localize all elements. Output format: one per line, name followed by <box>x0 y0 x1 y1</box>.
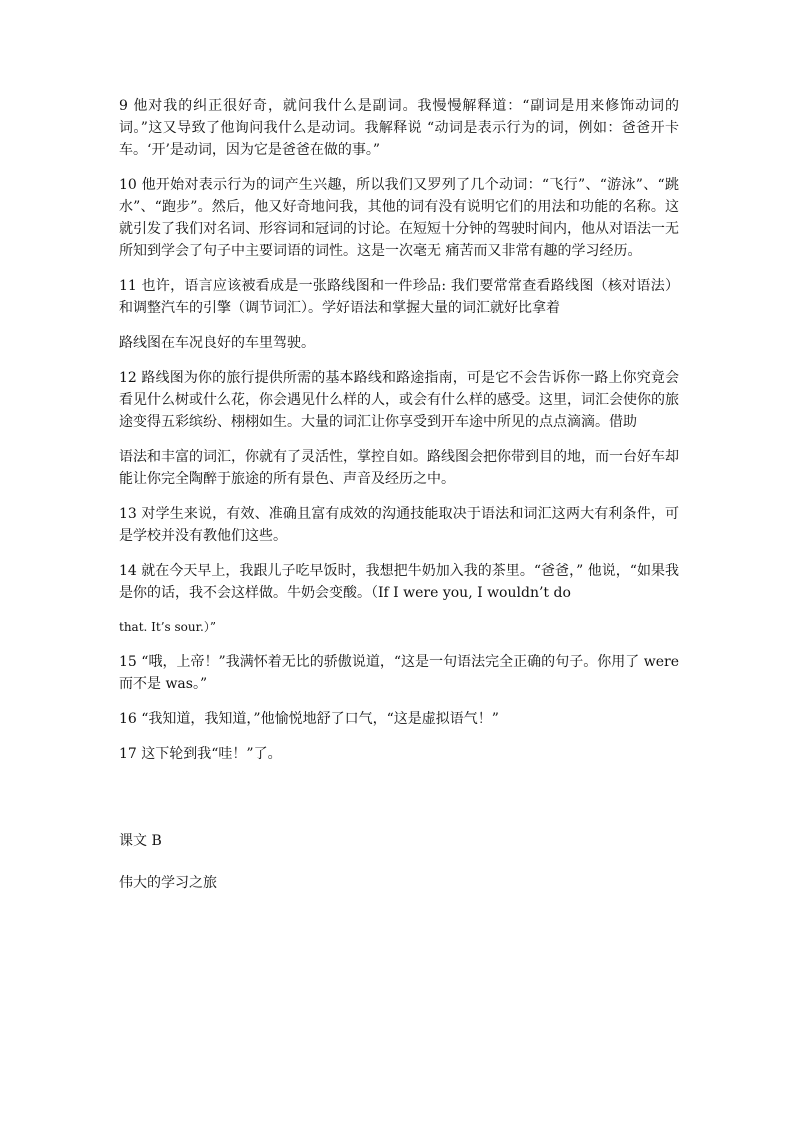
spacer <box>119 778 679 830</box>
spacer <box>119 852 679 872</box>
section-label: 课文 B <box>119 833 162 849</box>
paragraph-11-continued: 路线图在车况良好的车里驾驶。 <box>119 335 315 351</box>
document-page <box>119 95 679 894</box>
paragraph-12-continued: 语法和丰富的词汇，你就有了灵活性，掌控自如。路线图会把你带到目的地，而一台好车却能让你完全陶醉于旅途的所有景色、声音及经历之中。 <box>119 449 679 487</box>
paragraph-12: 12 路线图为你的旅行提供所需的基本路线和路途指南，可是它不会告诉你一路上你究竟会看见什么树或什么花，你会遇见什么样的人，或会有什么样的感受。这里，词汇会使你的旅途变得五彩缤纷、栩栩如生。大量的词汇让你享受到开车途中所见的点点滴滴。借助 <box>119 370 679 430</box>
paragraph-17: 17 这下轮到我“哇！”了。 <box>119 746 282 762</box>
paragraph-15: 15 “哦，上帝！”我满怀着无比的骄傲说道，“这是一句语法完全正确的句子。你用了 were 而不是 was。” <box>119 654 679 692</box>
paragraph-11: 11 也许，语言应该被看成是一张路线图和一件珍品: 我们要常常查看路线图（核对语法）和调整汽车的引擎（调节词汇）。学好语法和掌握大量的词汇就好比拿着 <box>119 278 679 316</box>
section-title: 伟大的学习之旅 <box>119 875 217 891</box>
paragraph-9: 9 他对我的纠正很好奇，就问我什么是副词。我慢慢解释道：“副词是用来修饰动词的词。”这又导致了他询问我什么是动词。我解释说 “动词是表示行为的词，例如：爸爸开卡车。‘开’是动词，因为它是爸爸在做的事。” <box>119 98 679 158</box>
paragraph-14-continued: that. It’s sour.）” <box>119 620 216 634</box>
paragraph-16: 16 “我知道，我知道，”他愉悦地舒了口气，“这是虚拟语气！” <box>119 711 499 727</box>
paragraph-13: 13 对学生来说，有效、准确且富有成效的沟通技能取决于语法和词汇这两大有利条件，可是学校并没有教他们这些。 <box>119 506 679 544</box>
paragraph-10: 10 他开始对表示行为的词产生兴趣，所以我们又罗列了几个动词：“飞行”、“游泳”、“跳水”、“跑步”。然后，他又好奇地问我，其他的词有没有说明它们的用法和功能的名称。这就引发了我们对名词、形容词和冠词的讨论。在短短十分钟的驾驶时间内，他从对语法一无所知到学会了句子中主要词语的词性。这是一次毫无 痛苦而又非常有趣的学习经历。 <box>119 177 679 259</box>
paragraph-14: 14 就在今天早上，我跟儿子吃早饭时，我想把牛奶加入我的茶里。“爸爸，” 他说，“如果我是你的话，我不会这样做。牛奶会变酸。（If I were you, I wouldn’t do <box>119 563 679 601</box>
